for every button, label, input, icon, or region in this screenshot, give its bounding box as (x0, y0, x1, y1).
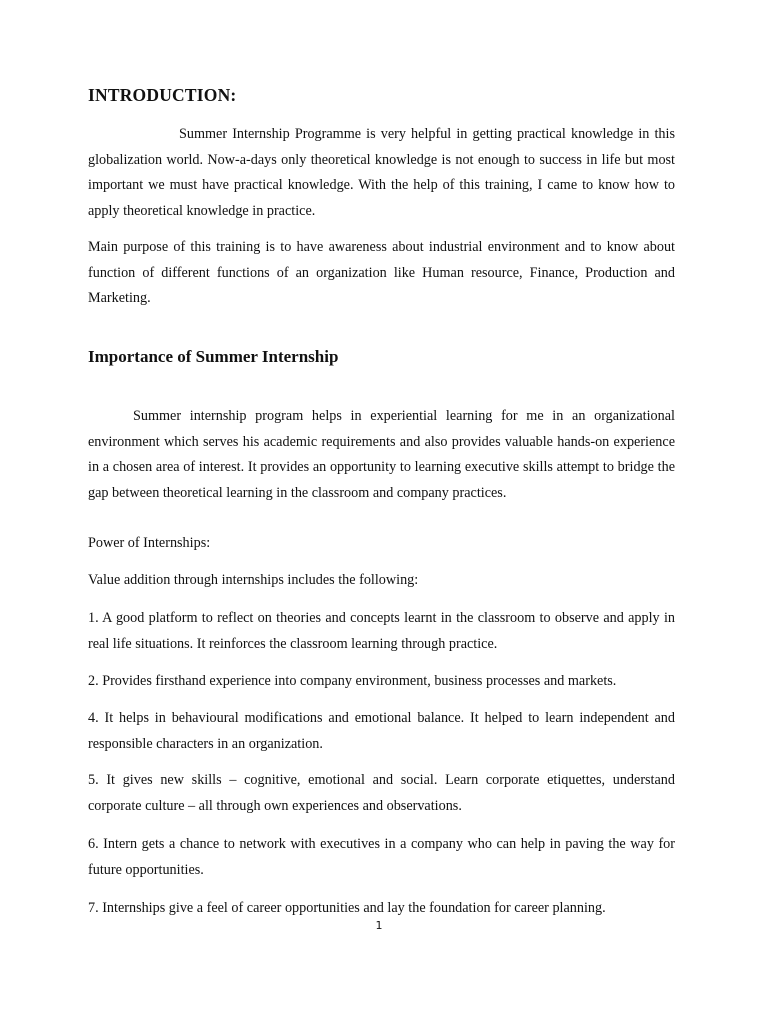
heading-importance: Importance of Summer Internship (88, 347, 339, 366)
page-number: 1 (375, 919, 383, 932)
intro-paragraph-2: Main purpose of this training is to have awareness about industrial environment and to know about function of different functions of an organization like Human resource, Finance, Production and Marketing. (88, 239, 675, 307)
point-item: 4. It helps in behavioural modifications and emotional balance. It helped to learn independent and responsible characters in an organization. (88, 710, 675, 752)
point-item: 5. It gives new skills – cognitive, emotional and social. Learn corporate etiquettes, understand corporate culture – all through own experiences and observations. (88, 772, 675, 814)
power-of-internships-label: Power of Internships: (88, 535, 211, 551)
importance-paragraph: Summer internship program helps in experiential learning for me in an organizational environment which serves his academic requirements and also provides valuable hands-on experience in a chosen area of interest. It provides an opportunity to learning executive skills attempt to bridge the gap between theoretical learning in the classroom and company practices. (88, 408, 675, 501)
point-item: 2. Provides firsthand experience into company environment, business processes and markets. (88, 673, 617, 689)
point-item: 6. Intern gets a chance to network with executives in a company who can help in paving the way for future opportunities. (88, 836, 675, 878)
intro-paragraph-1: Summer Internship Programme is very helpful in getting practical knowledge in this globalization world. Now-a-days only theoretical knowledge is not enough to success in life but most important we must have practical knowledge. With the help of this training, I came to know how to apply theoretical knowledge in practice. (88, 126, 675, 219)
point-item: 1. A good platform to reflect on theories and concepts learnt in the classroom to observe and apply in real life situations. It reinforces the classroom learning through practice. (88, 610, 675, 652)
point-item: 7. Internships give a feel of career opportunities and lay the foundation for career planning. (88, 900, 606, 916)
heading-introduction: INTRODUCTION: (88, 85, 237, 105)
value-addition-intro: Value addition through internships includes the following: (88, 572, 419, 588)
